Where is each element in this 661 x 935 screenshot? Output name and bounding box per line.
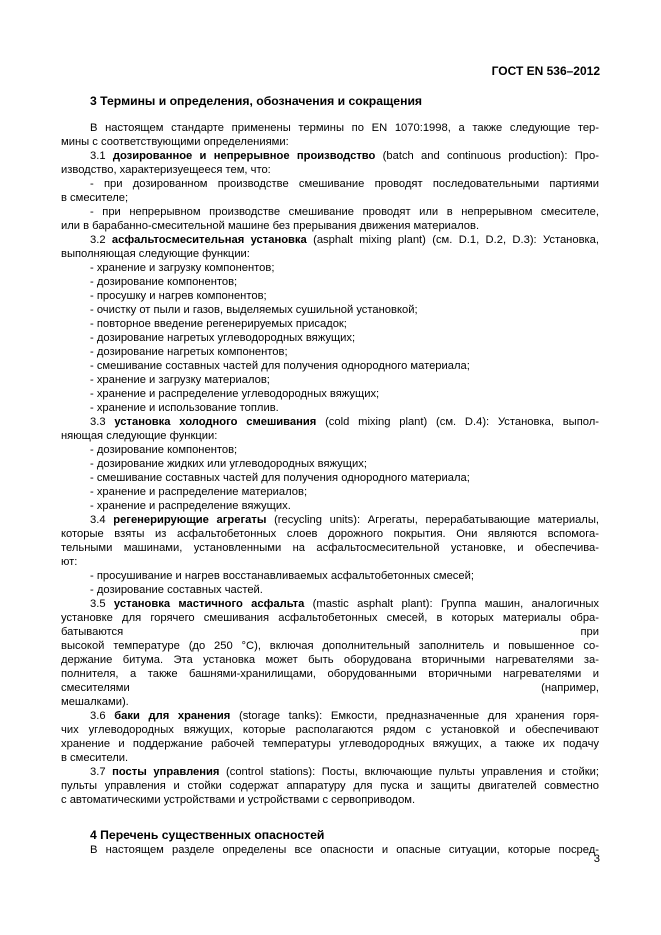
definition-term: регенерирующие агрегаты [113, 514, 267, 526]
definition-line: - при непрерывном производстве смешивание проводят или в непрерывном смесителе, [90, 206, 599, 218]
definition-line: полнителя, а также башнями-хранилищами, оборудованными вторичными нагревателями и [61, 668, 599, 680]
definition-line: тельными машинами, установленными на асфальтосмесительной установке, и обеспечива- [61, 542, 599, 554]
definition-3-4 [61, 513, 599, 597]
definition-line: смесителями (например, [61, 682, 599, 694]
list-item: - дозирование компонентов; [90, 444, 238, 456]
list-item: - хранение и распределение вяжущих. [90, 500, 291, 512]
definition-3-3 [61, 415, 599, 513]
list-item: - хранение и загрузку компонентов; [90, 262, 275, 274]
list-item: - смешивание составных частей для получения однородного материала; [90, 472, 470, 484]
document-header: ГОСТ EN 536–2012 [491, 64, 600, 78]
definition-line: ют: [61, 556, 78, 568]
list-item: - дозирование нагретых компонентов; [90, 346, 288, 358]
definition-line: или в барабанно-смесительной машине без прерывания движения материалов. [61, 220, 480, 232]
definition-number: 3.2 [90, 234, 112, 246]
definition-3-2 [61, 233, 599, 415]
list-item: - дозирование жидких или углеводородных вяжущих; [90, 458, 367, 470]
definition-line: хранение и поддержание рабочей температуры углеводородных вяжущих, а также их подачу [61, 738, 599, 750]
definition-text: (mastic asphalt plant): Группа машин, аналогичных [304, 598, 600, 610]
definition-term: баки для хранения [114, 710, 231, 722]
definition-number: 3.7 [90, 766, 113, 778]
list-item: - хранение и загрузку материалов; [90, 374, 270, 386]
definition-number: 3.6 [90, 710, 115, 722]
definition-line: держание битума. Эта установка может быть оборудована вторичными нагревателями за- [61, 654, 599, 666]
section-4-text: В настоящем разделе определены все опасности и опасные ситуации, которые посред- [90, 844, 599, 856]
definition-3-5 [61, 597, 599, 709]
definition-number: 3.1 [90, 150, 113, 162]
definition-3-7 [61, 765, 599, 807]
definition-line [61, 597, 599, 611]
list-item: - очистку от пыли и газов, выделяемых сушильной установкой; [90, 304, 418, 316]
definition-number: 3.5 [90, 598, 114, 610]
list-item: - дозирование компонентов; [90, 276, 238, 288]
section-4-title: 4 Перечень существенных опасностей [90, 828, 325, 842]
definition-line: в смесителе; [61, 192, 129, 204]
definition-line: изводство, характеризуещееся тем, что: [61, 164, 271, 176]
definition-3-6 [61, 709, 599, 765]
definition-text: (batch and continuous production): Про- [375, 150, 599, 162]
definition-line: с автоматическими устройствами и устройствами с сервоприводом. [61, 794, 416, 806]
definition-line: в смесители. [61, 752, 129, 764]
definition-term: установка холодного смешивания [114, 416, 317, 428]
list-item: - хранение и распределение материалов; [90, 486, 308, 498]
list-item: - дозирование составных частей. [90, 584, 263, 596]
list-item: - просушку и нагрев компонентов; [90, 290, 267, 302]
definition-line [61, 149, 599, 163]
definition-line [61, 233, 599, 247]
definition-number: 3.4 [90, 514, 114, 526]
definition-text: (asphalt mixing plant) (см. D.1, D.2, D.3): Установка, [306, 234, 599, 246]
definition-line: установке для горячего смешивания асфальтобетонных смесей, в которых материалы обра- [61, 612, 599, 624]
list-item: - хранение и распределение углеводородных вяжущих; [90, 388, 380, 400]
intro-line: В настоящем стандарте применены термины по EN 1070:1998, а также следующие тер- [90, 122, 599, 134]
definition-line [61, 709, 599, 723]
section-3-title: 3 Термины и определения, обозначения и сокращения [90, 94, 423, 108]
definition-number: 3.3 [90, 416, 115, 428]
document-body [61, 93, 599, 857]
intro-line: мины с соответствующими определениями: [61, 136, 289, 148]
definition-text: (control stations): Посты, включающие пульты управления и стойки; [219, 766, 599, 778]
definition-line: батываются при [61, 626, 599, 638]
definition-line: пульты управления и стойки содержат аппаратуру для пуска и защиты двигателей совместно [61, 780, 599, 792]
definition-line: мешалками). [61, 696, 129, 708]
definition-line [61, 765, 599, 779]
definition-line: - при дозированном производстве смешивание проводят последовательными партиями [90, 178, 599, 190]
list-item: - просушивание и нагрев восстанавливаемых асфальтобетонных смесей; [90, 570, 474, 582]
list-item: - дозирование нагретых углеводородных вяжущих; [90, 332, 356, 344]
definition-term: посты управления [112, 766, 220, 778]
definition-3-1 [61, 149, 599, 233]
definition-line: которые взяты из асфальтобетонных слоев дорожного покрытия. Они являются вспомога- [61, 528, 599, 540]
page-number: 3 [593, 853, 600, 865]
definition-line [61, 513, 599, 527]
definition-text: (storage tanks): Емкости, предназначенные для хранения горя- [230, 710, 599, 722]
list-item: - повторное введение регенерируемых присадок; [90, 318, 347, 330]
definition-line: чих углеводородных вяжущих, которые располагаются рядом с установкой и обеспечивают [61, 724, 599, 736]
definition-text: (cold mixing plant) (см. D.4): Установка, выпол- [316, 416, 599, 428]
definition-term: установка мастичного асфальта [113, 598, 305, 610]
definition-text: (recycling units): Агрегаты, перерабатывающие материалы, [266, 514, 599, 526]
list-item: - хранение и использование топлив. [90, 402, 279, 414]
definition-line [61, 415, 599, 429]
definition-term: дозированное и непрерывное производство [112, 150, 376, 162]
list-item: - смешивание составных частей для получения однородного материала; [90, 360, 470, 372]
definition-line: няющая следующие функции: [61, 430, 218, 442]
definition-term: асфальтосмесительная установка [111, 234, 307, 246]
definition-line: высокой температуре (до 250 °С), включая дополнительный заполнитель и повышенное со- [61, 640, 599, 652]
definition-line: выполняющая следующие функции: [61, 248, 250, 260]
intro-paragraph [61, 121, 599, 149]
